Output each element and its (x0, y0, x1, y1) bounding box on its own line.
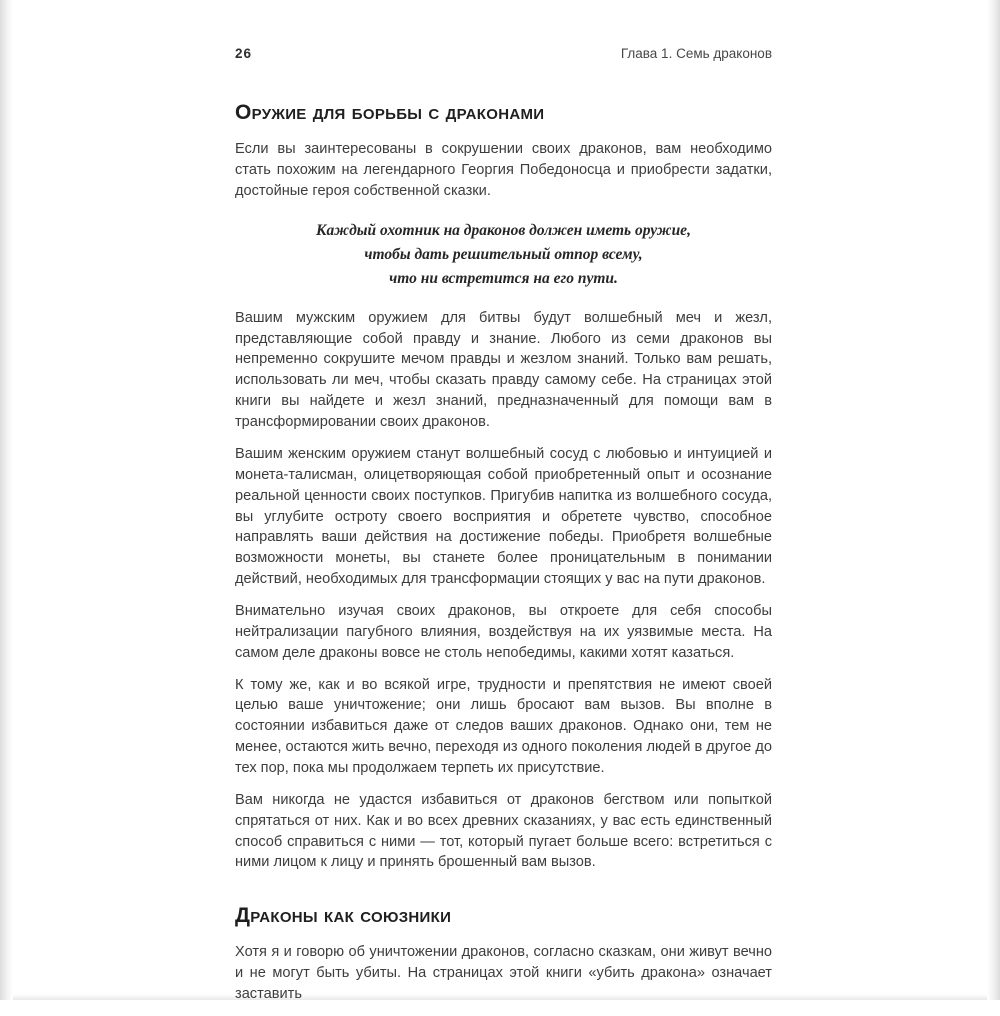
epigraph-line: чтобы дать решительный отпор всему, (364, 245, 643, 263)
page-header (235, 46, 772, 61)
page-number: 26 (235, 46, 253, 61)
paragraph: Вашим женским оружием станут волшебный сосуд с любовью и интуицией и монета-талисман, олицетворяющая собой приобретенный опыт и осознание реальной ценности своих поступков. Пригубив напитка из волшебного сосуда, вы углубите остроту своего восприятия и обретете чувство, способное направлять ваши действия на достижение победы. Приобретя волшебные возможности монеты, вы станете более проницательным в понимании действий, необходимых для трансформации стоящих у вас на пути драконов. (235, 445, 772, 588)
paragraph: К тому же, как и во всякой игре, трудности и препятствия не имеют своей целью ваше уничтожение; они лишь бросают вам вызов. Вы вполне в состоянии избавиться даже от следов ваших драконов. Однако они, тем не менее, остаются жить вечно, переходя из одного поколения людей в другое до тех пор, пока мы продолжаем терпеть их присутствие. (235, 676, 772, 776)
epigraph-line: что ни встретится на его пути. (389, 269, 618, 287)
paragraph: Если вы заинтересованы в сокрушении своих драконов, вам необходимо стать похожим на легендарного Георгия Победоносца и приобрести задатки, достойные героя собственной сказки. (235, 141, 772, 199)
paragraph: Внимательно изучая своих драконов, вы откроете для себя способы нейтрализации пагубного влияния, воздействуя на их уязвимые места. На самом деле драконы вовсе не столь непобедимы, какими хотят казаться. (235, 602, 772, 661)
section-heading-allies: Драконы как союзники (235, 904, 452, 928)
running-header: Глава 1. Семь драконов (620, 46, 772, 61)
paragraph: Хотя я и говорю об уничтожении драконов, согласно сказкам, они живут вечно и не могут быть убиты. На страницах этой книги «убить дракона» означает заставить (235, 944, 772, 1003)
section-heading-weapons: Оружие для борьбы с драконами (235, 101, 545, 124)
paragraph: Вам никогда не удастся избавиться от драконов бегством или попыткой спрятаться от них. Как и во всех древних сказаниях, у вас есть единственный способ справиться с ними — тот, который пугает больше всего: встретиться с ними лицом к лицу и принять брошенный вам вызов. (235, 791, 772, 871)
book-page (235, 46, 772, 1016)
paragraph: Вашим мужским оружием для битвы будут волшебный меч и жезл, представляющие собой правду и знание. Любого из семи драконов вы непременно сокрушите мечом правды и жезлом знаний. Только вам решать, использовать ли меч, чтобы сказать правду самому себе. На страницах этой книги вы найдете и жезл знаний, предназначенный для помощи вам в трансформировании своих драконов. (235, 309, 772, 431)
epigraph (235, 219, 772, 291)
epigraph-line: Каждый охотник на драконов должен иметь оружие, (316, 221, 691, 239)
